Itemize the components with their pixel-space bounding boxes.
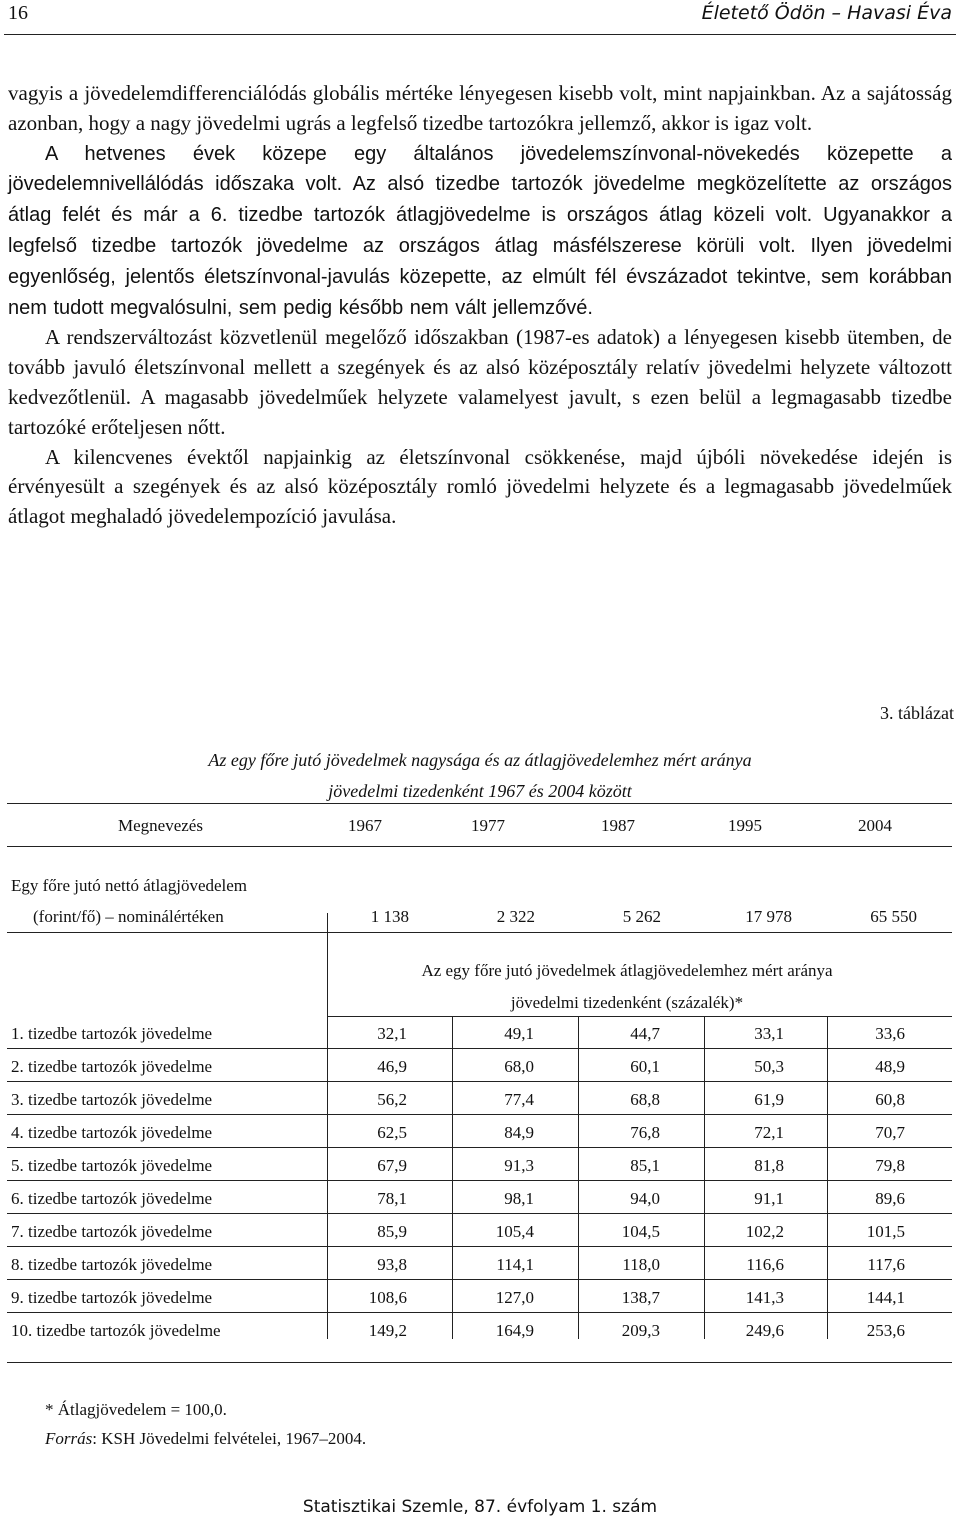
cell-value: 84,9 bbox=[504, 1123, 534, 1142]
footnote bbox=[45, 1395, 366, 1453]
cell-value: 78,1 bbox=[377, 1189, 407, 1208]
cell-value: 68,8 bbox=[630, 1090, 660, 1109]
cell-value: 101,5 bbox=[866, 1222, 905, 1241]
cell-value: 72,1 bbox=[754, 1123, 784, 1142]
cell-value: 91,1 bbox=[754, 1189, 784, 1208]
cell-value: 61,9 bbox=[754, 1090, 784, 1109]
row-rule bbox=[7, 1312, 952, 1313]
body-text bbox=[8, 79, 952, 532]
row-rule bbox=[7, 1114, 952, 1115]
row-rule bbox=[7, 1246, 952, 1247]
avg-income-value: 2 322 bbox=[496, 907, 535, 926]
row-label: 9. tizedbe tartozók jövedelme bbox=[11, 1288, 213, 1307]
cell-value: 33,1 bbox=[754, 1024, 784, 1043]
cell-value: 105,4 bbox=[495, 1222, 534, 1241]
source-text: : KSH Jövedelmi felvételei, 1967–2004. bbox=[92, 1429, 367, 1448]
cell-value: 141,3 bbox=[745, 1288, 784, 1307]
cell-value: 209,3 bbox=[621, 1321, 660, 1340]
cell-value: 149,2 bbox=[368, 1321, 407, 1340]
percent-subheading bbox=[307, 955, 947, 1019]
cell-value: 118,0 bbox=[622, 1255, 660, 1274]
cell-value: 144,1 bbox=[866, 1288, 905, 1307]
cell-value: 102,2 bbox=[745, 1222, 784, 1241]
row-label: 5. tizedbe tartozók jövedelme bbox=[11, 1156, 213, 1175]
row-label: 2. tizedbe tartozók jövedelme bbox=[11, 1057, 213, 1076]
cell-value: 85,1 bbox=[630, 1156, 660, 1175]
cell-value: 108,6 bbox=[368, 1288, 407, 1307]
cell-value: 116,6 bbox=[746, 1255, 784, 1274]
cell-value: 79,8 bbox=[875, 1156, 905, 1175]
column-header-year: 1977 bbox=[471, 816, 505, 835]
row-label: 8. tizedbe tartozók jövedelme bbox=[11, 1255, 213, 1274]
row-label: 1. tizedbe tartozók jövedelme bbox=[11, 1024, 213, 1043]
cell-value: 81,8 bbox=[754, 1156, 784, 1175]
page-number: 16 bbox=[8, 2, 28, 24]
page-footer: Statisztikai Szemle, 87. évfolyam 1. szám bbox=[302, 1497, 658, 1517]
cell-value: 46,9 bbox=[377, 1057, 407, 1076]
avg-income-value: 65 550 bbox=[870, 907, 917, 926]
table-title bbox=[0, 745, 960, 807]
cell-value: 77,4 bbox=[504, 1090, 534, 1109]
cell-value: 70,7 bbox=[875, 1123, 905, 1142]
cell-value: 93,8 bbox=[377, 1255, 407, 1274]
table-bottom-rule bbox=[7, 1362, 952, 1363]
row-label: 10. tizedbe tartozók jövedelme bbox=[11, 1321, 221, 1340]
row-rule bbox=[7, 1081, 952, 1082]
row-rule bbox=[7, 1279, 952, 1280]
table-title-line-2: jövedelmi tizedenként 1967 és 2004 között bbox=[328, 781, 632, 801]
cell-value: 44,7 bbox=[630, 1024, 660, 1043]
row-rule bbox=[7, 1147, 952, 1148]
cell-value: 33,6 bbox=[875, 1024, 905, 1043]
column-header-year: 2004 bbox=[858, 816, 892, 835]
footnote-asterisk: * Átlagjövedelem = 100,0. bbox=[45, 1400, 227, 1419]
running-head: Életető Ödön – Havasi Éva bbox=[701, 2, 952, 24]
cell-value: 85,9 bbox=[377, 1222, 407, 1241]
avg-income-value: 5 262 bbox=[622, 907, 661, 926]
cell-value: 98,1 bbox=[504, 1189, 534, 1208]
avg-income-value: 17 978 bbox=[745, 907, 792, 926]
row-rule bbox=[7, 1213, 952, 1214]
cell-value: 91,3 bbox=[504, 1156, 534, 1175]
source-label: Forrás bbox=[45, 1429, 93, 1448]
avg-income-label-line-1: Egy főre jutó nettó átlagjövedelem bbox=[11, 876, 248, 895]
cell-value: 94,0 bbox=[630, 1189, 660, 1208]
paragraph-2: A hetvenes évek közepe egy általános jövedelemszínvonal-növekedés közepette a jövedelemnivellálódás időszaka volt. Az alsó tizedbe tartozók jövedelme megközelítette az országos átlag felét és már a 6. tizedbe tartozók átlagjövedelme is országos átlag közeli volt. Ugyanakkor a legfelső tizedbe tartozók jövedelme az országos átlag másfélszerese körüli volt. Ilyen jövedelmi egyenlőség, jelentős életszínvonal-javulás közepette, az elmúlt fél évszázadot tekintve, sem korábban nem tudott megvalósulni, sem pedig később nem vált jellemzővé. bbox=[8, 142, 952, 319]
table-label: 3. táblázat bbox=[880, 703, 954, 723]
column-header-year: 1967 bbox=[348, 816, 382, 835]
avg-income-label-line-2: (forint/fő) – nominálértéken bbox=[33, 907, 224, 926]
cell-value: 249,6 bbox=[745, 1321, 784, 1340]
column-header-label: Megnevezés bbox=[118, 816, 203, 835]
avg-row-underline-values bbox=[307, 932, 952, 933]
row-label: 6. tizedbe tartozók jövedelme bbox=[11, 1189, 213, 1208]
paragraph-3: A rendszerváltozást közvetlenül megelőző időszakban (1987-es adatok) a lényegesen kisebb ütemben, de tovább javuló életszínvonal mellett a szegények és az alsó középosztály relatív jövedelmi helyzete változott kedvezőtlenül. A magasabb jövedelműek helyzete valamelyest javult, s ezen belül a legmagasabb tizedbe tartozóké erőteljesen nőtt. bbox=[8, 325, 952, 439]
cell-value: 127,0 bbox=[495, 1288, 534, 1307]
column-divider bbox=[327, 913, 328, 1339]
cell-value: 32,1 bbox=[377, 1024, 407, 1043]
cell-value: 104,5 bbox=[621, 1222, 660, 1241]
page-header bbox=[0, 0, 960, 34]
cell-value: 138,7 bbox=[621, 1288, 660, 1307]
cell-value: 89,6 bbox=[875, 1189, 905, 1208]
header-rule bbox=[4, 34, 956, 35]
avg-income-value: 1 138 bbox=[370, 907, 409, 926]
paragraph-1: vagyis a jövedelemdifferenciálódás globális mértéke lényegesen kisebb volt, mint napjainkban. Az a sajátosság azonban, hogy a nagy jövedelmi ugrás a legfelső tizedbe tartozókra jellemző, akkor is igaz volt. bbox=[8, 81, 952, 135]
column-divider bbox=[827, 1016, 828, 1339]
header-bottom-rule bbox=[7, 846, 952, 847]
cell-value: 68,0 bbox=[504, 1057, 534, 1076]
percent-subheading-line-2: jövedelmi tizedenként (százalék)* bbox=[510, 993, 744, 1012]
cell-value: 253,6 bbox=[866, 1321, 905, 1340]
cell-value: 164,9 bbox=[495, 1321, 534, 1340]
row-rule bbox=[7, 1180, 952, 1181]
row-label: 7. tizedbe tartozók jövedelme bbox=[11, 1222, 213, 1241]
row-rule bbox=[7, 1048, 952, 1049]
column-divider bbox=[704, 1016, 705, 1339]
column-header-year: 1995 bbox=[728, 816, 762, 835]
row-label: 4. tizedbe tartozók jövedelme bbox=[11, 1123, 213, 1142]
cell-value: 49,1 bbox=[504, 1024, 534, 1043]
cell-value: 60,1 bbox=[630, 1057, 660, 1076]
column-divider bbox=[452, 1016, 453, 1339]
cell-value: 50,3 bbox=[754, 1057, 784, 1076]
cell-value: 76,8 bbox=[630, 1123, 660, 1142]
cell-value: 60,8 bbox=[875, 1090, 905, 1109]
paragraph-4: A kilencvenes évektől napjainkig az életszínvonal csökkenése, majd újbóli növekedése idején is érvényesült a szegények és az alsó középosztály romló jövedelmi helyzete és a legmagasabb jövedelműek átlagot meghaladó jövedelempozíció javulása. bbox=[8, 444, 952, 529]
table-title-line-1: Az egy főre jutó jövedelmek nagysága és az átlagjövedelemhez mért aránya bbox=[208, 750, 752, 770]
row-label: 3. tizedbe tartozók jövedelme bbox=[11, 1090, 213, 1109]
percent-subheading-line-1: Az egy főre jutó jövedelmek átlagjövedelemhez mért aránya bbox=[421, 961, 833, 980]
footnote-source bbox=[45, 1424, 366, 1453]
decile-top-rule bbox=[327, 1016, 952, 1017]
cell-value: 62,5 bbox=[377, 1123, 407, 1142]
cell-value: 67,9 bbox=[377, 1156, 407, 1175]
avg-row-underline bbox=[7, 932, 307, 933]
table-top-rule bbox=[7, 803, 952, 804]
cell-value: 114,1 bbox=[496, 1255, 534, 1274]
column-divider bbox=[578, 1016, 579, 1339]
cell-value: 117,6 bbox=[867, 1255, 905, 1274]
cell-value: 48,9 bbox=[875, 1057, 905, 1076]
column-header-year: 1987 bbox=[601, 816, 635, 835]
cell-value: 56,2 bbox=[377, 1090, 407, 1109]
